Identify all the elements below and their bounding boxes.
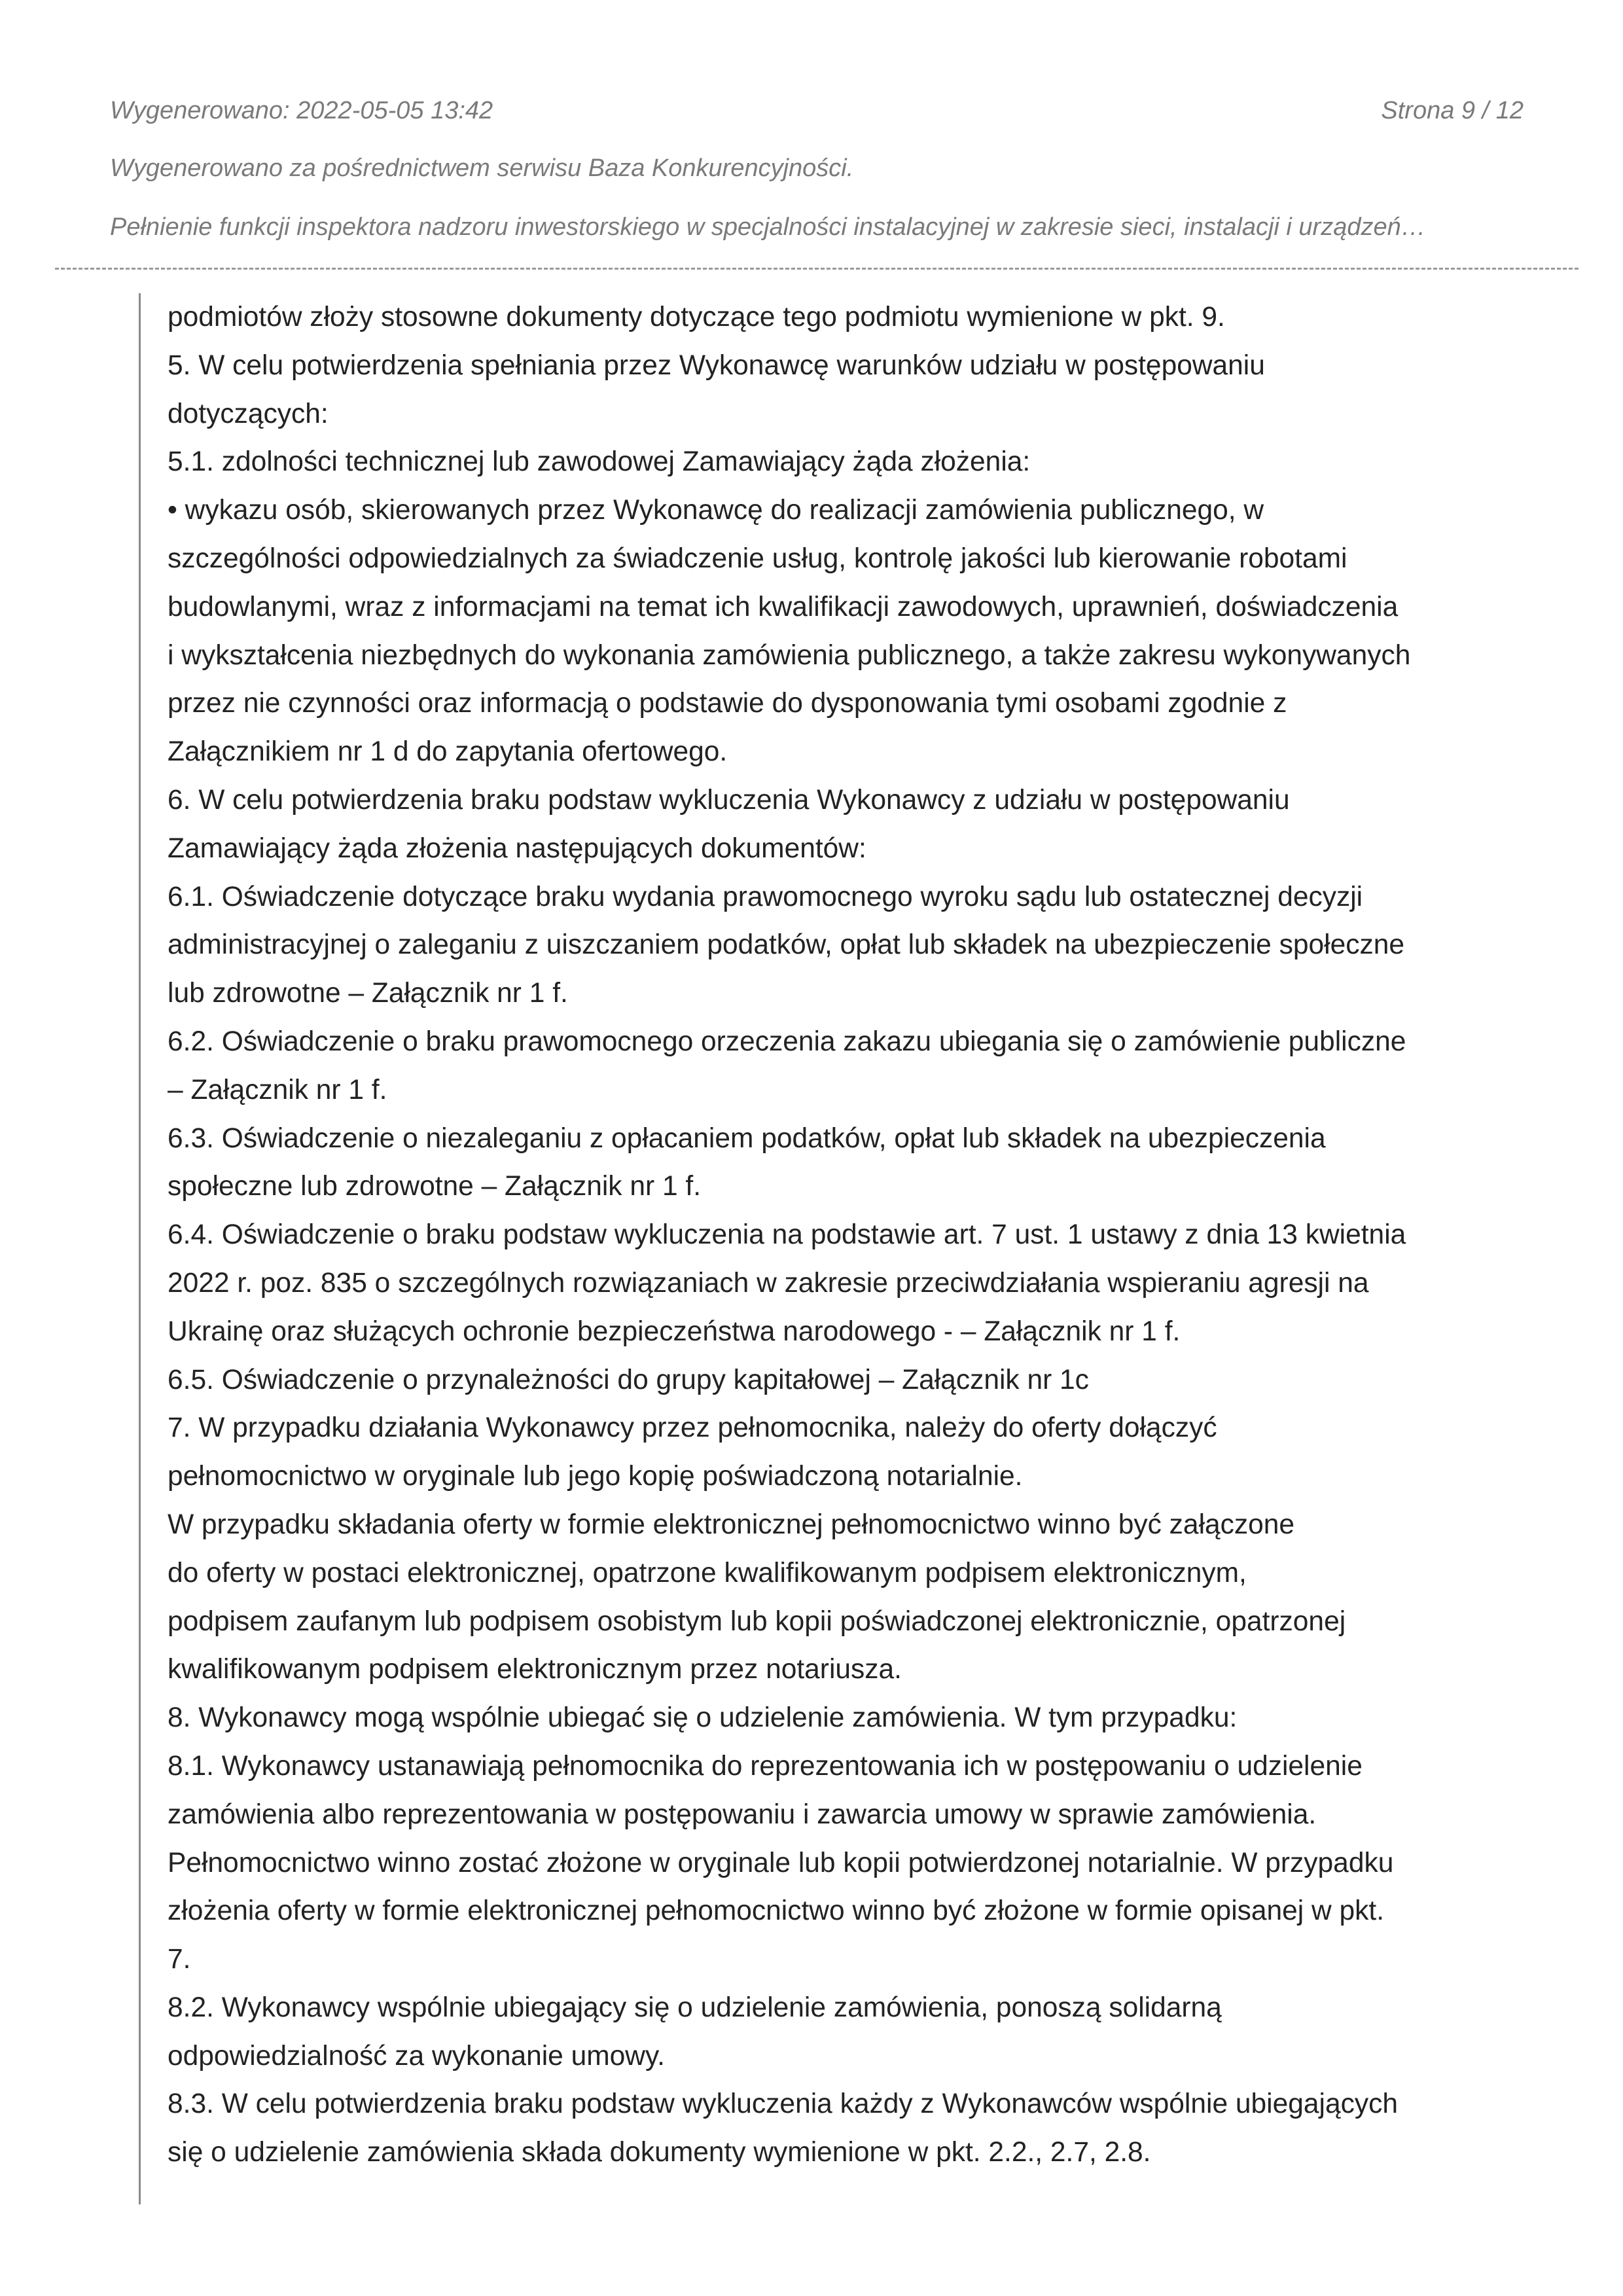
body-line: Zamawiający żąda złożenia następujących dokumentów: — [168, 833, 866, 864]
body-line: 6.5. Oświadczenie o przynależności do grupy kapitałowej – Załącznik nr 1c — [168, 1364, 1089, 1395]
document-body — [139, 293, 1533, 2204]
body-line: społeczne lub zdrowotne – Załącznik nr 1 f. — [168, 1171, 702, 1202]
source-note: Wygenerowano za pośrednictwem serwisu Baza Konkurencyjności. — [110, 154, 854, 182]
body-line: 6. W celu potwierdzenia braku podstaw wykluczenia Wykonawcy z udziału w postępowaniu — [168, 784, 1290, 816]
body-line: 7. W przypadku działania Wykonawcy przez pełnomocnika, należy do oferty dołączyć — [168, 1412, 1217, 1444]
document-title: Pełnienie funkcji inspektora nadzoru inwestorskiego w specjalności instalacyjnej w zakresie sieci, instalacji i urządzeń… — [110, 213, 1426, 241]
body-line: 6.1. Oświadczenie dotyczące braku wydania prawomocnego wyroku sądu lub ostatecznej decyzji — [168, 881, 1363, 912]
body-line: 8.1. Wykonawcy ustanawiają pełnomocnika do reprezentowania ich w postępowaniu o udzielenie — [168, 1750, 1363, 1782]
body-line: 6.3. Oświadczenie o niezaleganiu z opłacaniem podatków, opłat lub składek na ubezpieczenia — [168, 1122, 1326, 1154]
body-line: do oferty w postaci elektronicznej, opatrzone kwalifikowanym podpisem elektronicznym, — [168, 1557, 1247, 1588]
body-line: 6.4. Oświadczenie o braku podstaw wykluczenia na podstawie art. 7 ust. 1 ustawy z dnia 13 kwietnia — [168, 1219, 1406, 1251]
body-line: kwalifikowanym podpisem elektronicznym przez notariusza. — [168, 1654, 902, 1685]
body-line: Ukrainę oraz służących ochronie bezpieczeństwa narodowego - – Załącznik nr 1 f. — [168, 1316, 1181, 1347]
body-line: 2022 r. poz. 835 o szczególnych rozwiązaniach w zakresie przeciwdziałania wspieraniu agresji na — [168, 1267, 1369, 1299]
body-line: pełnomocnictwo w oryginale lub jego kopię poświadczoną notarialnie. — [168, 1461, 1023, 1492]
body-line: złożenia oferty w formie elektronicznej pełnomocnictwo winno być złożone w formie opisanej w pkt. — [168, 1895, 1385, 1927]
generated-timestamp: Wygenerowano: 2022-05-05 13:42 — [110, 97, 493, 124]
body-line: dotyczących: — [168, 398, 329, 429]
body-line: lub zdrowotne – Załącznik nr 1 f. — [168, 978, 568, 1009]
header-divider — [55, 268, 1578, 270]
body-line: odpowiedzialność za wykonanie umowy. — [168, 2040, 665, 2072]
body-text — [168, 293, 1533, 2177]
body-line: budowlanymi, wraz z informacjami na temat ich kwalifikacji zawodowych, uprawnień, doświadczenia — [168, 591, 1399, 622]
page-number: Strona 9 / 12 — [1381, 97, 1524, 124]
body-line: zamówienia albo reprezentowania w postępowaniu i zawarcia umowy w sprawie zamówienia. — [168, 1799, 1317, 1830]
body-line: się o udzielenie zamówienia składa dokumenty wymienione w pkt. 2.2., 2.7, 2.8. — [168, 2137, 1151, 2168]
body-line: podpisem zaufanym lub podpisem osobistym lub kopii poświadczonej elektronicznie, opatrzonej — [168, 1605, 1346, 1637]
body-line: – Załącznik nr 1 f. — [168, 1074, 387, 1105]
body-line: 7. — [168, 1944, 191, 1975]
body-line: 8.3. W celu potwierdzenia braku podstaw wykluczenia każdy z Wykonawców wspólnie ubiegających — [168, 2089, 1398, 2120]
body-line: • wykazu osób, skierowanych przez Wykonawcę do realizacji zamówienia publicznego, w — [168, 495, 1264, 526]
body-line: 5.1. zdolności technicznej lub zawodowej Zamawiający żąda złożenia: — [168, 446, 1031, 478]
body-line: 6.2. Oświadczenie o braku prawomocnego orzeczenia zakazu ubiegania się o zamówienie publiczne — [168, 1026, 1406, 1057]
body-line: 8. Wykonawcy mogą wspólnie ubiegać się o udzielenie zamówienia. W tym przypadku: — [168, 1702, 1238, 1734]
body-line: administracyjnej o zaleganiu z uiszczaniem podatków, opłat lub składek na ubezpieczenie społeczne — [168, 929, 1405, 961]
body-line: podmiotów złoży stosowne dokumenty dotyczące tego podmiotu wymienione w pkt. 9. — [168, 302, 1225, 332]
body-line: 5. W celu potwierdzenia spełniania przez Wykonawcę warunków udziału w postępowaniu — [168, 350, 1265, 381]
body-line: Pełnomocnictwo winno zostać złożone w oryginale lub kopii potwierdzonej notarialnie. W przypadku — [168, 1847, 1394, 1878]
body-line: szczególności odpowiedzialnych za świadczenie usług, kontrolę jakości lub kierowanie robotami — [168, 543, 1347, 574]
body-line: przez nie czynności oraz informacją o podstawie do dysponowania tymi osobami zgodnie z — [168, 688, 1287, 719]
body-line: W przypadku składania oferty w formie elektronicznej pełnomocnictwo winno być załączone — [168, 1509, 1295, 1540]
body-line: 8.2. Wykonawcy wspólnie ubiegający się o udzielenie zamówienia, ponoszą solidarną — [168, 1992, 1222, 2023]
body-line: Załącznikiem nr 1 d do zapytania ofertowego. — [168, 736, 728, 768]
body-line: i wykształcenia niezbędnych do wykonania zamówienia publicznego, a także zakresu wykonywanych — [168, 639, 1411, 671]
